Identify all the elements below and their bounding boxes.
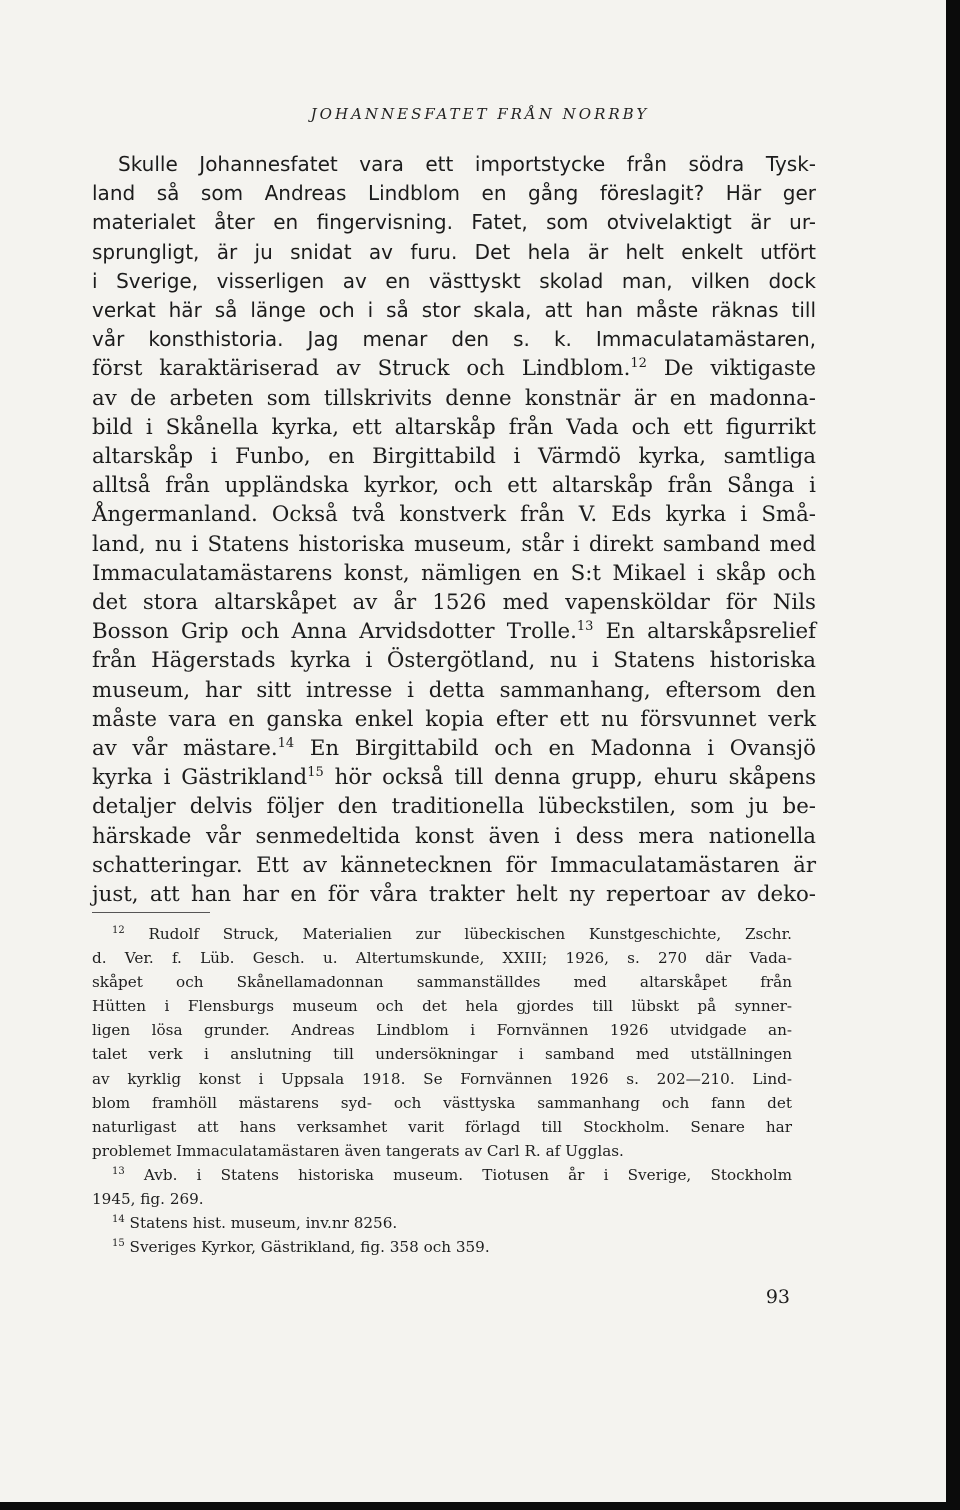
footnote-ref: 15 — [307, 765, 324, 781]
text-fragment: En Birgittabild och en Madonna i Ovansjö — [294, 736, 816, 762]
footnote-line: d. Ver. f. Lüb. Gesch. u. Altertumskunde, XXIII; 1926, s. 270 där Vada- — [92, 949, 792, 968]
footnote-line: av kyrklig konst i Uppsala 1918. Se Fornvännen 1926 s. 202—210. Lind- — [92, 1069, 792, 1088]
scan-edge-bottom — [0, 1502, 960, 1510]
text-fragment: En altarskåpsrelief — [593, 619, 817, 645]
text-line: Ångermanland. Också två konstverk från V. Eds kyrka i Små- — [92, 502, 816, 528]
page-number: 93 — [765, 1286, 790, 1308]
text-fragment: hör också till denna grupp, ehuru skåpens — [323, 765, 816, 791]
text-line — [92, 763, 816, 792]
footnote-line: skåpet och Skånellamadonnan sammanställdes med altarskåpet från — [92, 973, 792, 992]
running-head: JOHANNESFATET FRÅN NORRBY — [310, 105, 650, 123]
text-fragment: Sveriges Kyrkor, Gästrikland, fig. 358 och 359. — [124, 1238, 490, 1257]
text-line: schatteringar. Ett av kännetecknen för Immaculatamästaren är — [92, 852, 816, 878]
text-line: från Hägerstads kyrka i Östergötland, nu i Statens historiska — [92, 648, 816, 674]
text-line: Immaculatamästarens konst, nämligen en S:t Mikael i skåp och — [92, 560, 816, 586]
footnote-line: blom framhöll mästarens syd- och västtyska sammanhang och fann det — [92, 1093, 792, 1112]
footnote-line: 1945, fig. 269. — [92, 1190, 204, 1209]
text-line: altarskåp i Funbo, en Birgittabild i Värmdö kyrka, samtliga — [92, 444, 816, 470]
footnote-mark: 13 — [112, 1165, 125, 1177]
text-line — [92, 354, 816, 383]
footnote-mark: 14 — [112, 1214, 125, 1226]
text-fragment: först karaktäriserad av Struck och Lindblom. — [92, 356, 631, 382]
text-line: bild i Skånella kyrka, ett altarskåp från Vada och ett figurrikt — [92, 414, 816, 440]
text-line: det stora altarskåpet av år 1526 med vapensköldar för Nils — [92, 590, 816, 616]
text-line: land, nu i Statens historiska museum, står i direkt samband med — [92, 531, 816, 557]
footnote-line: naturligast att hans verksamhet varit förlagd till Stockholm. Senare har — [92, 1117, 792, 1136]
footnote-line: problemet Immaculatamästaren även tangerats av Carl R. af Ugglas. — [92, 1141, 624, 1160]
footnote-ref: 13 — [576, 619, 594, 635]
footnote-ref: 14 — [277, 736, 295, 752]
footnote-mark: 15 — [112, 1238, 125, 1250]
text-fragment: Rudolf Struck, Materialien zur lübeckischen Kunstgeschichte, Zschr. — [124, 925, 792, 943]
text-fragment: Avb. i Statens historiska museum. Tiotusen år i Sverige, Stockholm — [124, 1165, 792, 1184]
text-line: land så som Andreas Lindblom en gång föreslagit? Här ger — [92, 181, 816, 206]
text-line: just, att han har en för våra trakter helt ny repertoar av deko- — [92, 882, 816, 908]
text-line: i Sverige, visserligen av en västtyskt skolad man, vilken dock — [92, 268, 816, 293]
text-line: Skulle Johannesfatet vara ett importstycke från södra Tysk- — [118, 152, 816, 176]
text-line — [92, 617, 816, 646]
footnote-line: ligen lösa grunder. Andreas Lindblom i Fornvännen 1926 utvidgade an- — [92, 1021, 792, 1040]
main-text — [92, 150, 816, 909]
text-line: måste vara en ganska enkel kopia efter ett nu försvunnet verk — [92, 706, 816, 732]
footnote-line — [92, 922, 792, 946]
footnotes — [92, 922, 792, 1259]
text-fragment: kyrka i Gästrikland — [92, 765, 308, 791]
text-line: materialet åter en fingervisning. Fatet, som otvivelaktigt är ur- — [92, 210, 816, 235]
text-line — [92, 734, 816, 763]
text-line: museum, har sitt intresse i detta sammanhang, eftersom den — [92, 677, 816, 703]
footnote-mark: 12 — [112, 925, 125, 936]
text-line: av de arbeten som tillskrivits denne konstnär är en madonna- — [92, 385, 816, 411]
footnote-line — [92, 1163, 792, 1187]
text-line: vår konsthistoria. Jag menar den s. k. Immaculatamästaren, — [92, 327, 816, 352]
text-line: alltså från uppländska kyrkor, och ett altarskåp från Sånga i — [92, 473, 816, 499]
text-line: härskade vår senmedeltida konst även i dess mera nationella — [92, 823, 816, 849]
text-fragment: Statens hist. museum, inv.nr 8256. — [124, 1214, 398, 1233]
footnote-ref: 12 — [630, 356, 647, 372]
footnote-line — [92, 1235, 792, 1259]
text-line: detaljer delvis följer den traditionella lübeckstilen, som ju be- — [92, 794, 816, 820]
text-fragment: De viktigaste — [646, 356, 817, 382]
footnote-line — [92, 1211, 792, 1235]
footnote-line: Hütten i Flensburgs museum och det hela gjordes till lübskt på synner- — [92, 997, 792, 1016]
footnote-divider — [92, 912, 210, 913]
text-line: sprungligt, är ju snidat av furu. Det hela är helt enkelt utfört — [92, 239, 816, 264]
text-fragment: Bosson Grip och Anna Arvidsdotter Trolle. — [92, 619, 577, 645]
text-fragment: av vår mästare. — [92, 736, 278, 762]
scan-edge-right — [946, 0, 960, 1510]
footnote-line: talet verk i anslutning till undersökningar i samband med utställningen — [92, 1045, 792, 1064]
text-line: verkat här så länge och i så stor skala, att han måste räknas till — [92, 298, 816, 323]
